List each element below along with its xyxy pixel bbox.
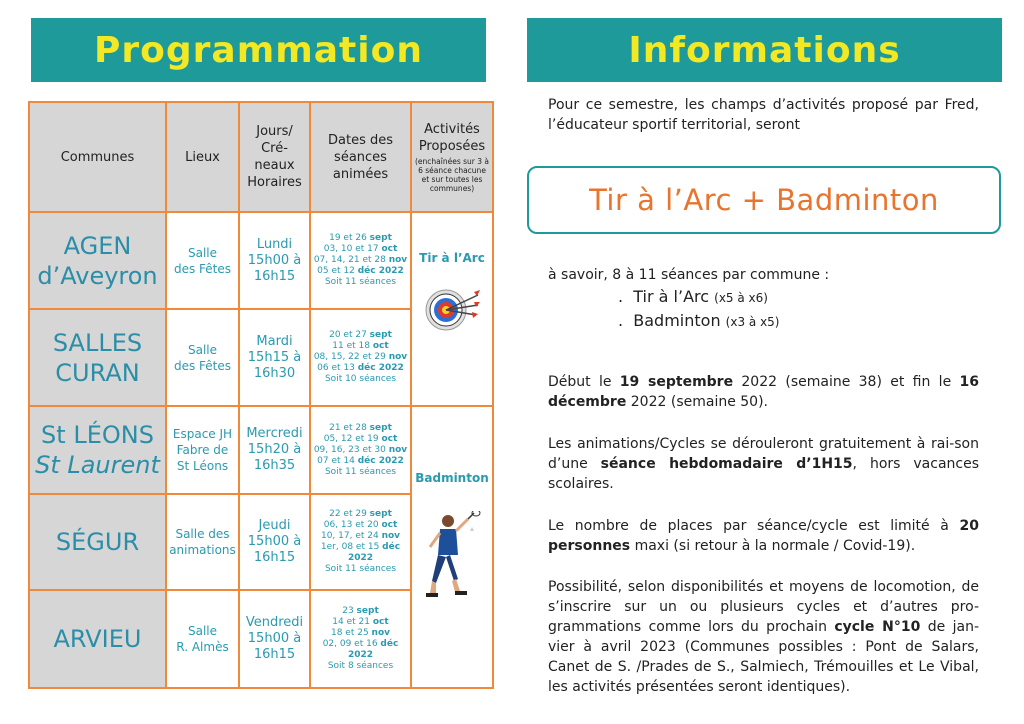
dates-cell: 20 et 27 sept 11 et 18 oct 08, 15, 22 et 29 nov 06 et 13 déc 2022 Soit 10 séances (310, 309, 411, 406)
bullet-badminton: . Badminton (x3 à x5) (618, 311, 780, 330)
lieu-cell: Salle R. Almès (166, 590, 239, 688)
jour-cell: Mardi 15h15 à 16h30 (239, 309, 310, 406)
jour-cell: Jeudi 15h00 à 16h15 (239, 494, 310, 590)
jour-cell: Lundi 15h00 à 16h15 (239, 212, 310, 309)
bullet-tir: . Tir à l’Arc (x5 à x6) (618, 287, 768, 306)
commune-cell: St LÉONS St Laurent (29, 406, 166, 494)
places-paragraph: Le nombre de places par séance/cycle est limité à 20 personnes maxi (si retour à la normale / Covid-19). (548, 518, 979, 554)
commune-cell: ARVIEU (29, 590, 166, 688)
dates-cell: 23 sept 14 et 21 oct 18 et 25 nov 02, 09 et 16 déc 2022 Soit 8 séances (310, 590, 411, 688)
table-header-row (29, 102, 493, 212)
commune-cell: SÉGUR (29, 494, 166, 590)
header-lieux: Lieux (166, 102, 239, 212)
programmation-banner (31, 18, 486, 82)
header-activites-note: (enchaînées sur 3 à 6 séance chacune et sur toutes les communes) (414, 157, 489, 193)
badminton-player-icon (422, 511, 482, 601)
intro-paragraph: Pour ce semestre, les champs d’activités proposé par Fred, l’éducateur sportif territorial, seront (548, 97, 979, 133)
table-row (29, 212, 493, 309)
informations-title: Informations (628, 29, 901, 71)
activity-tir-cell (411, 212, 493, 406)
header-jours: Jours/ Cré- neaux Horaires (239, 102, 310, 212)
lieu-cell: Salle des Fêtes (166, 309, 239, 406)
activity-badminton-label: Badminton (415, 471, 489, 485)
lieu-cell: Espace JH Fabre de St Léons (166, 406, 239, 494)
dates-cell: 21 et 28 sept 05, 12 et 19 oct 09, 16, 23 et 30 nov 07 et 14 déc 2022 Soit 11 séances (310, 406, 411, 494)
dates-cell: 19 et 26 sept 03, 10 et 17 oct 07, 14, 21 et 28 nov 05 et 12 déc 2022 Soit 11 séances (310, 212, 411, 309)
dates-paragraph: Début le 19 septembre 2022 (semaine 38) et fin le 16 décembre 2022 (semaine 50). (548, 374, 979, 410)
savoir-line: à savoir, 8 à 11 séances par commune : (548, 267, 830, 283)
jour-cell: Mercredi 15h20 à 16h35 (239, 406, 310, 494)
programmation-title: Programmation (94, 29, 423, 71)
jour-cell: Vendredi 15h00 à 16h15 (239, 590, 310, 688)
activities-highlight-text: Tir à l’Arc + Badminton (589, 183, 939, 217)
table-row (29, 406, 493, 494)
activity-badminton-cell (411, 406, 493, 688)
programme-table (28, 101, 494, 689)
informations-banner (527, 18, 1002, 82)
commune-cell: AGEN d’Aveyron (29, 212, 166, 309)
dates-cell: 22 et 29 sept 06, 13 et 20 oct 10, 17, et 24 nov 1er, 08 et 15 déc 2022 Soit 11 séances (310, 494, 411, 590)
activity-tir-label: Tir à l’Arc (419, 251, 485, 265)
header-communes: Communes (29, 102, 166, 212)
lieu-cell: Salle des Fêtes (166, 212, 239, 309)
archery-target-icon (422, 283, 482, 333)
header-dates: Dates des séances animées (310, 102, 411, 212)
commune-cell: SALLES CURAN (29, 309, 166, 406)
activities-highlight-box (527, 166, 1001, 234)
lieu-cell: Salle des animations (166, 494, 239, 590)
possibilite-paragraph: Possibilité, selon disponibilités et moyens de locomotion, de s’inscrire sur un ou plusieurs cycles et d’autres pro-grammations comme lors du prochain cycle N°10 de jan-vier à avril 2023 (Communes possibles : Pont de Salars, Canet de S. /Prades de S., Salmiech, Trémouilles et Le Vibal, les activités présentées seront identiques). (548, 579, 980, 695)
animations-paragraph: Les animations/Cycles se dérouleront gratuitement à rai-son d’une séance hebdomadaire d’1H15, hors vacances scolaires. (548, 436, 979, 492)
header-activites: Activités Proposées (enchaînées sur 3 à 6 séance chacune et sur toutes les communes) (411, 102, 493, 212)
